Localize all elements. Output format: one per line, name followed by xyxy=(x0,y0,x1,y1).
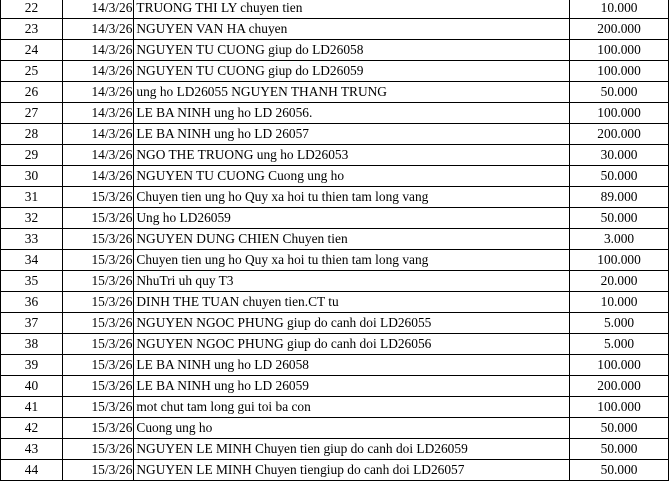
table-row xyxy=(1,250,669,271)
date-cell: 15/3/26 xyxy=(63,376,134,397)
table-row xyxy=(1,334,669,355)
table-row xyxy=(1,208,669,229)
table-row xyxy=(1,103,669,124)
row-number-cell: 34 xyxy=(1,250,63,271)
row-number-cell: 43 xyxy=(1,439,63,460)
row-number-cell: 36 xyxy=(1,292,63,313)
table-row xyxy=(1,271,669,292)
row-number-cell: 25 xyxy=(1,61,63,82)
date-cell: 14/3/26 xyxy=(63,145,134,166)
table-row xyxy=(1,0,669,19)
description-cell: Cuong ung ho xyxy=(134,418,570,439)
table-row xyxy=(1,82,669,103)
date-cell: 14/3/26 xyxy=(63,166,134,187)
description-cell: LE BA NINH ung ho LD 26058 xyxy=(134,355,570,376)
row-number-cell: 44 xyxy=(1,460,63,481)
description-cell: NGUYEN NGOC PHUNG giup do canh doi LD26056 xyxy=(134,334,570,355)
amount-cell: 200.000 xyxy=(570,19,669,40)
date-cell: 15/3/26 xyxy=(63,271,134,292)
date-cell: 15/3/26 xyxy=(63,418,134,439)
row-number-cell: 26 xyxy=(1,82,63,103)
description-cell: NGUYEN VAN HA chuyen xyxy=(134,19,570,40)
description-cell: mot chut tam long gui toi ba con xyxy=(134,397,570,418)
row-number-cell: 42 xyxy=(1,418,63,439)
amount-cell: 30.000 xyxy=(570,145,669,166)
date-cell: 15/3/26 xyxy=(63,313,134,334)
table-row xyxy=(1,19,669,40)
date-cell: 15/3/26 xyxy=(63,439,134,460)
ledger-body xyxy=(1,0,669,481)
amount-cell: 100.000 xyxy=(570,103,669,124)
date-cell: 15/3/26 xyxy=(63,187,134,208)
table-row xyxy=(1,313,669,334)
description-cell: Chuyen tien ung ho Quy xa hoi tu thien tam long vang xyxy=(134,250,570,271)
row-number-cell: 40 xyxy=(1,376,63,397)
description-cell: NGO THE TRUONG ung ho LD26053 xyxy=(134,145,570,166)
description-cell: Chuyen tien ung ho Quy xa hoi tu thien tam long vang xyxy=(134,187,570,208)
amount-cell: 100.000 xyxy=(570,397,669,418)
row-number-cell: 33 xyxy=(1,229,63,250)
row-number-cell: 28 xyxy=(1,124,63,145)
amount-cell: 5.000 xyxy=(570,334,669,355)
date-cell: 15/3/26 xyxy=(63,334,134,355)
table-row xyxy=(1,229,669,250)
amount-cell: 100.000 xyxy=(570,40,669,61)
amount-cell: 89.000 xyxy=(570,187,669,208)
amount-cell: 10.000 xyxy=(570,0,669,19)
row-number-cell: 27 xyxy=(1,103,63,124)
date-cell: 15/3/26 xyxy=(63,292,134,313)
amount-cell: 50.000 xyxy=(570,460,669,481)
row-number-cell: 41 xyxy=(1,397,63,418)
row-number-cell: 31 xyxy=(1,187,63,208)
table-row xyxy=(1,187,669,208)
amount-cell: 20.000 xyxy=(570,271,669,292)
row-number-cell: 29 xyxy=(1,145,63,166)
amount-cell: 50.000 xyxy=(570,208,669,229)
amount-cell: 200.000 xyxy=(570,124,669,145)
amount-cell: 50.000 xyxy=(570,418,669,439)
date-cell: 14/3/26 xyxy=(63,61,134,82)
amount-cell: 200.000 xyxy=(570,376,669,397)
description-cell: DINH THE TUAN chuyen tien.CT tu xyxy=(134,292,570,313)
table-row xyxy=(1,397,669,418)
table-row xyxy=(1,40,669,61)
description-cell: LE BA NINH ung ho LD 26056. xyxy=(134,103,570,124)
description-cell: NhuTri uh quy T3 xyxy=(134,271,570,292)
row-number-cell: 37 xyxy=(1,313,63,334)
row-number-cell: 23 xyxy=(1,19,63,40)
description-cell: NGUYEN TU CUONG giup do LD26058 xyxy=(134,40,570,61)
amount-cell: 50.000 xyxy=(570,166,669,187)
date-cell: 15/3/26 xyxy=(63,397,134,418)
table-row xyxy=(1,418,669,439)
row-number-cell: 22 xyxy=(1,0,63,19)
row-number-cell: 35 xyxy=(1,271,63,292)
row-number-cell: 24 xyxy=(1,40,63,61)
date-cell: 14/3/26 xyxy=(63,40,134,61)
date-cell: 15/3/26 xyxy=(63,229,134,250)
amount-cell: 100.000 xyxy=(570,61,669,82)
date-cell: 15/3/26 xyxy=(63,355,134,376)
description-cell: Ung ho LD26059 xyxy=(134,208,570,229)
table-row xyxy=(1,145,669,166)
table-row xyxy=(1,460,669,481)
amount-cell: 10.000 xyxy=(570,292,669,313)
table-row xyxy=(1,124,669,145)
table-row xyxy=(1,439,669,460)
table-row xyxy=(1,166,669,187)
date-cell: 14/3/26 xyxy=(63,124,134,145)
description-cell: ung ho LD26055 NGUYEN THANH TRUNG xyxy=(134,82,570,103)
amount-cell: 100.000 xyxy=(570,355,669,376)
row-number-cell: 30 xyxy=(1,166,63,187)
table-row xyxy=(1,355,669,376)
amount-cell: 5.000 xyxy=(570,313,669,334)
date-cell: 14/3/26 xyxy=(63,19,134,40)
row-number-cell: 32 xyxy=(1,208,63,229)
description-cell: NGUYEN LE MINH Chuyen tien giup do canh doi LD26059 xyxy=(134,439,570,460)
date-cell: 14/3/26 xyxy=(63,0,134,19)
date-cell: 15/3/26 xyxy=(63,208,134,229)
description-cell: LE BA NINH ung ho LD 26059 xyxy=(134,376,570,397)
amount-cell: 50.000 xyxy=(570,82,669,103)
row-number-cell: 38 xyxy=(1,334,63,355)
description-cell: LE BA NINH ung ho LD 26057 xyxy=(134,124,570,145)
date-cell: 15/3/26 xyxy=(63,250,134,271)
amount-cell: 50.000 xyxy=(570,439,669,460)
amount-cell: 100.000 xyxy=(570,250,669,271)
description-cell: NGUYEN TU CUONG giup do LD26059 xyxy=(134,61,570,82)
table-row xyxy=(1,61,669,82)
description-cell: NGUYEN DUNG CHIEN Chuyen tien xyxy=(134,229,570,250)
row-number-cell: 39 xyxy=(1,355,63,376)
description-cell: NGUYEN LE MINH Chuyen tiengiup do canh doi LD26057 xyxy=(134,460,570,481)
date-cell: 15/3/26 xyxy=(63,460,134,481)
date-cell: 14/3/26 xyxy=(63,103,134,124)
amount-cell: 3.000 xyxy=(570,229,669,250)
description-cell: NGUYEN NGOC PHUNG giup do canh doi LD26055 xyxy=(134,313,570,334)
date-cell: 14/3/26 xyxy=(63,82,134,103)
description-cell: TRUONG THI LY chuyen tien xyxy=(134,0,570,19)
table-row xyxy=(1,376,669,397)
table-row xyxy=(1,292,669,313)
description-cell: NGUYEN TU CUONG Cuong ung ho xyxy=(134,166,570,187)
